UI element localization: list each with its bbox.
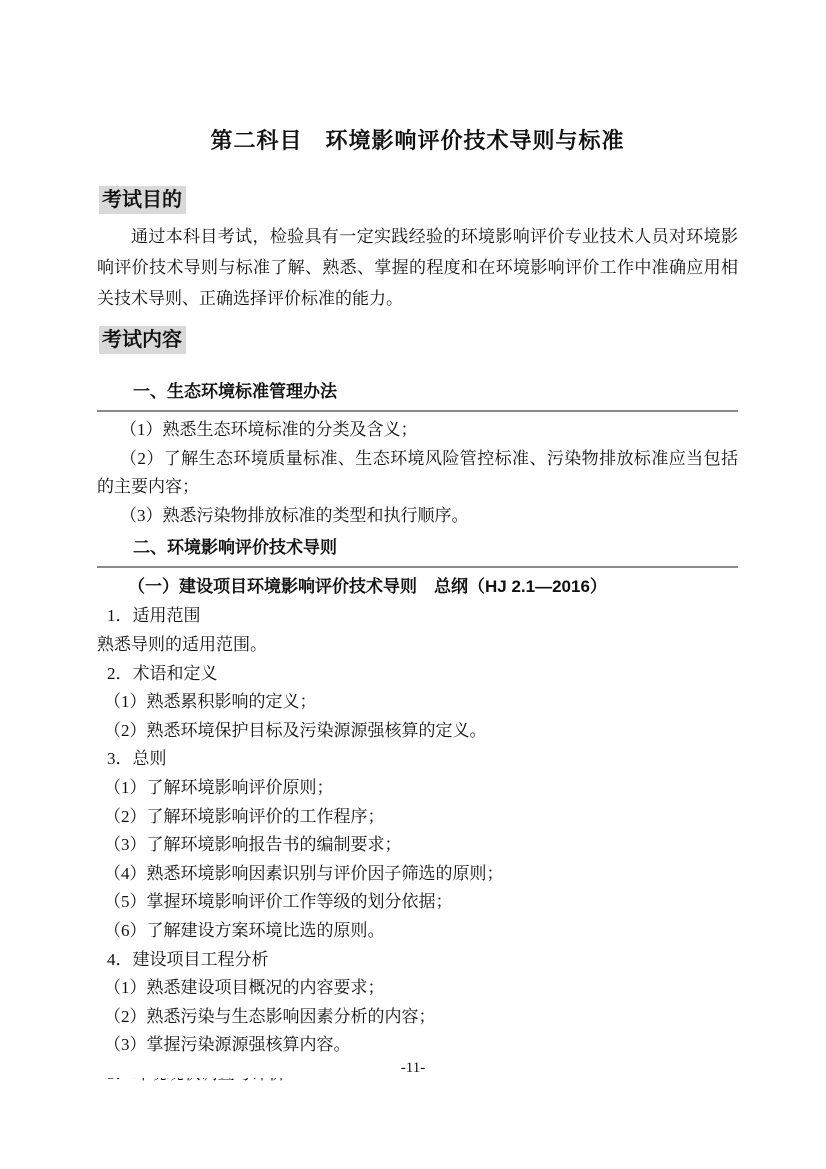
list-item: （1）熟悉累积影响的定义； (104, 692, 317, 712)
list-item: （3）掌握污染源源强核算内容。 (104, 1035, 351, 1055)
list-item: （1）了解环境影响评价原则； (104, 777, 334, 797)
list-item: 3．总则 (107, 749, 167, 769)
exam-content-heading: 考试内容 (99, 326, 186, 354)
section-1-items (97, 416, 738, 530)
list-item: 1．适用范围 (107, 606, 201, 626)
page-number: -11- (0, 1058, 826, 1078)
list-item: 4．建设项目工程分析 (107, 949, 269, 969)
list-item: 熟悉导则的适用范围。 (97, 634, 267, 654)
list-item: （1）熟悉建设项目概况的内容要求； (104, 978, 385, 998)
subsection-1-lines (97, 602, 738, 1088)
list-item: （2）熟悉污染与生态影响因素分析的内容； (104, 1006, 436, 1026)
list-item: 2．术语和定义 (107, 663, 218, 683)
list-item: （2）了解生态环境质量标准、生态环境风险管控标准、污染物排放标准应当包括的主要内容； (97, 448, 738, 497)
page-content (97, 0, 738, 1088)
exam-purpose-heading-row (97, 186, 738, 214)
list-item: （1）熟悉生态环境标准的分类及含义； (120, 420, 418, 439)
list-item: （5）掌握环境影响评价工作等级的划分依据； (104, 892, 453, 912)
section-1-heading: 一、生态环境标准管理办法 (97, 380, 738, 412)
page-title: 第二科目 环境影响评价技术导则与标准 (210, 128, 625, 153)
exam-purpose-paragraph: 通过本科目考试，检验具有一定实践经验的环境影响评价专业技术人员对环境影响评价技术导则与标准了解、熟悉、掌握的程度和在环境影响评价工作中准确应用相关技术导则、正确选择评价标准的能力。 (97, 227, 738, 308)
list-item: （3）熟悉污染物排放标准的类型和执行顺序。 (120, 505, 469, 525)
list-item: （2）熟悉环境保护目标及污染源源强核算的定义。 (104, 720, 487, 740)
list-item: （6）了解建设方案环境比选的原则。 (104, 920, 385, 940)
subsection-1-heading: （一）建设项目环境影响评价技术导则 总纲（HJ 2.1—2016） (128, 577, 607, 597)
section-2-heading: 二、环境影响评价技术导则 (97, 536, 738, 568)
exam-content-heading-row (97, 326, 738, 354)
list-item: （2）了解环境影响评价的工作程序； (104, 806, 385, 826)
list-item: （4）熟悉环境影响因素识别与评价因子筛选的原则； (104, 863, 504, 883)
exam-purpose-heading: 考试目的 (99, 186, 186, 214)
list-item: （3）了解环境影响报告书的编制要求； (104, 835, 402, 855)
